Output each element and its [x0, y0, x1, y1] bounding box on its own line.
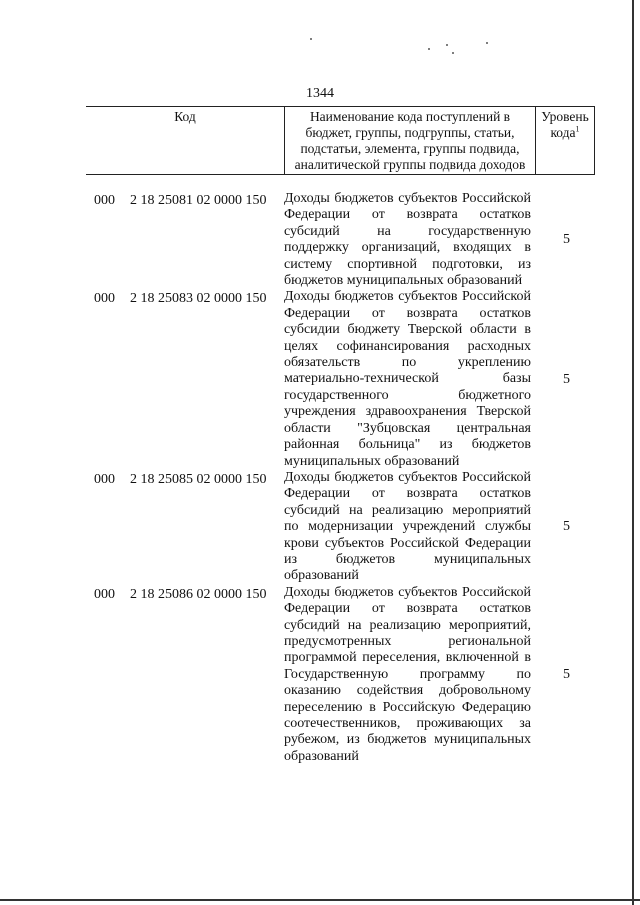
header-name: Наименование кода поступлений в бюджет, группы, подгруппы, статьи, подстатьи, элемента, группы подвида, аналитической группы подвида доходов: [285, 107, 536, 175]
admin-code: 000: [94, 291, 115, 307]
scan-speck: [486, 42, 488, 44]
scan-speck: [446, 44, 448, 46]
code-level: 5: [563, 371, 570, 387]
header-level: [536, 107, 595, 175]
table-row: [0, 585, 640, 765]
revenue-description: Доходы бюджетов субъектов Российской Федерации от возврата остатков субсидий на реализацию мероприятий, предусмотренных региональной программой переселения, включенной в Государственную программу по оказанию содействия добровольному переселению в Российскую Федерацию соотечественников, проживающих за рубежом, из бюджетов муниципальных образований: [284, 584, 531, 764]
revenue-description: Доходы бюджетов субъектов Российской Федерации от возврата остатков субсидий на реализацию мероприятий по модернизации учреждений службы крови субъектов Российской Федерации из бюджетов муниципальных образований: [284, 469, 531, 584]
code-level: 5: [563, 519, 570, 535]
scan-speck: [452, 52, 454, 54]
scan-speck: [310, 38, 312, 40]
table-row: [0, 191, 640, 289]
revenue-code: 2 18 25086 02 0000 150: [130, 586, 267, 602]
table-body: [0, 191, 640, 765]
revenue-description: Доходы бюджетов субъектов Российской Федерации от возврата остатков субсидии бюджету Тверской области в целях софинансирования расходных обязательств по укреплению материально-технической базы государственного бюджетного учреждения здравоохранения Тверской области "Зубцовская центральная районная больница" из бюджетов муниципальных образований: [284, 289, 531, 469]
revenue-code: 2 18 25083 02 0000 150: [130, 291, 267, 307]
table-row: [0, 470, 640, 585]
page-border-bottom: [0, 899, 640, 901]
revenue-code: 2 18 25081 02 0000 150: [130, 193, 267, 208]
page-number: 1344: [306, 86, 334, 101]
page-border-right: [632, 0, 634, 905]
code-level: 5: [563, 666, 570, 682]
header-level-footnote: 1: [575, 124, 580, 134]
code-level: 5: [563, 232, 570, 248]
revenue-description: Доходы бюджетов субъектов Российской Федерации от возврата остатков субсидий на государственную поддержку организаций, входящих в систему спортивной подготовки, из бюджетов муниципальных образований: [284, 191, 531, 289]
admin-code: 000: [94, 586, 115, 602]
header-code: Код: [86, 107, 285, 175]
admin-code: 000: [94, 471, 115, 487]
admin-code: 000: [94, 193, 115, 208]
table-header: [86, 106, 595, 175]
revenue-code: 2 18 25085 02 0000 150: [130, 471, 267, 487]
header-level-label: Уровень кода: [541, 109, 589, 140]
table-row: [0, 289, 640, 469]
scan-speck: [428, 48, 430, 50]
